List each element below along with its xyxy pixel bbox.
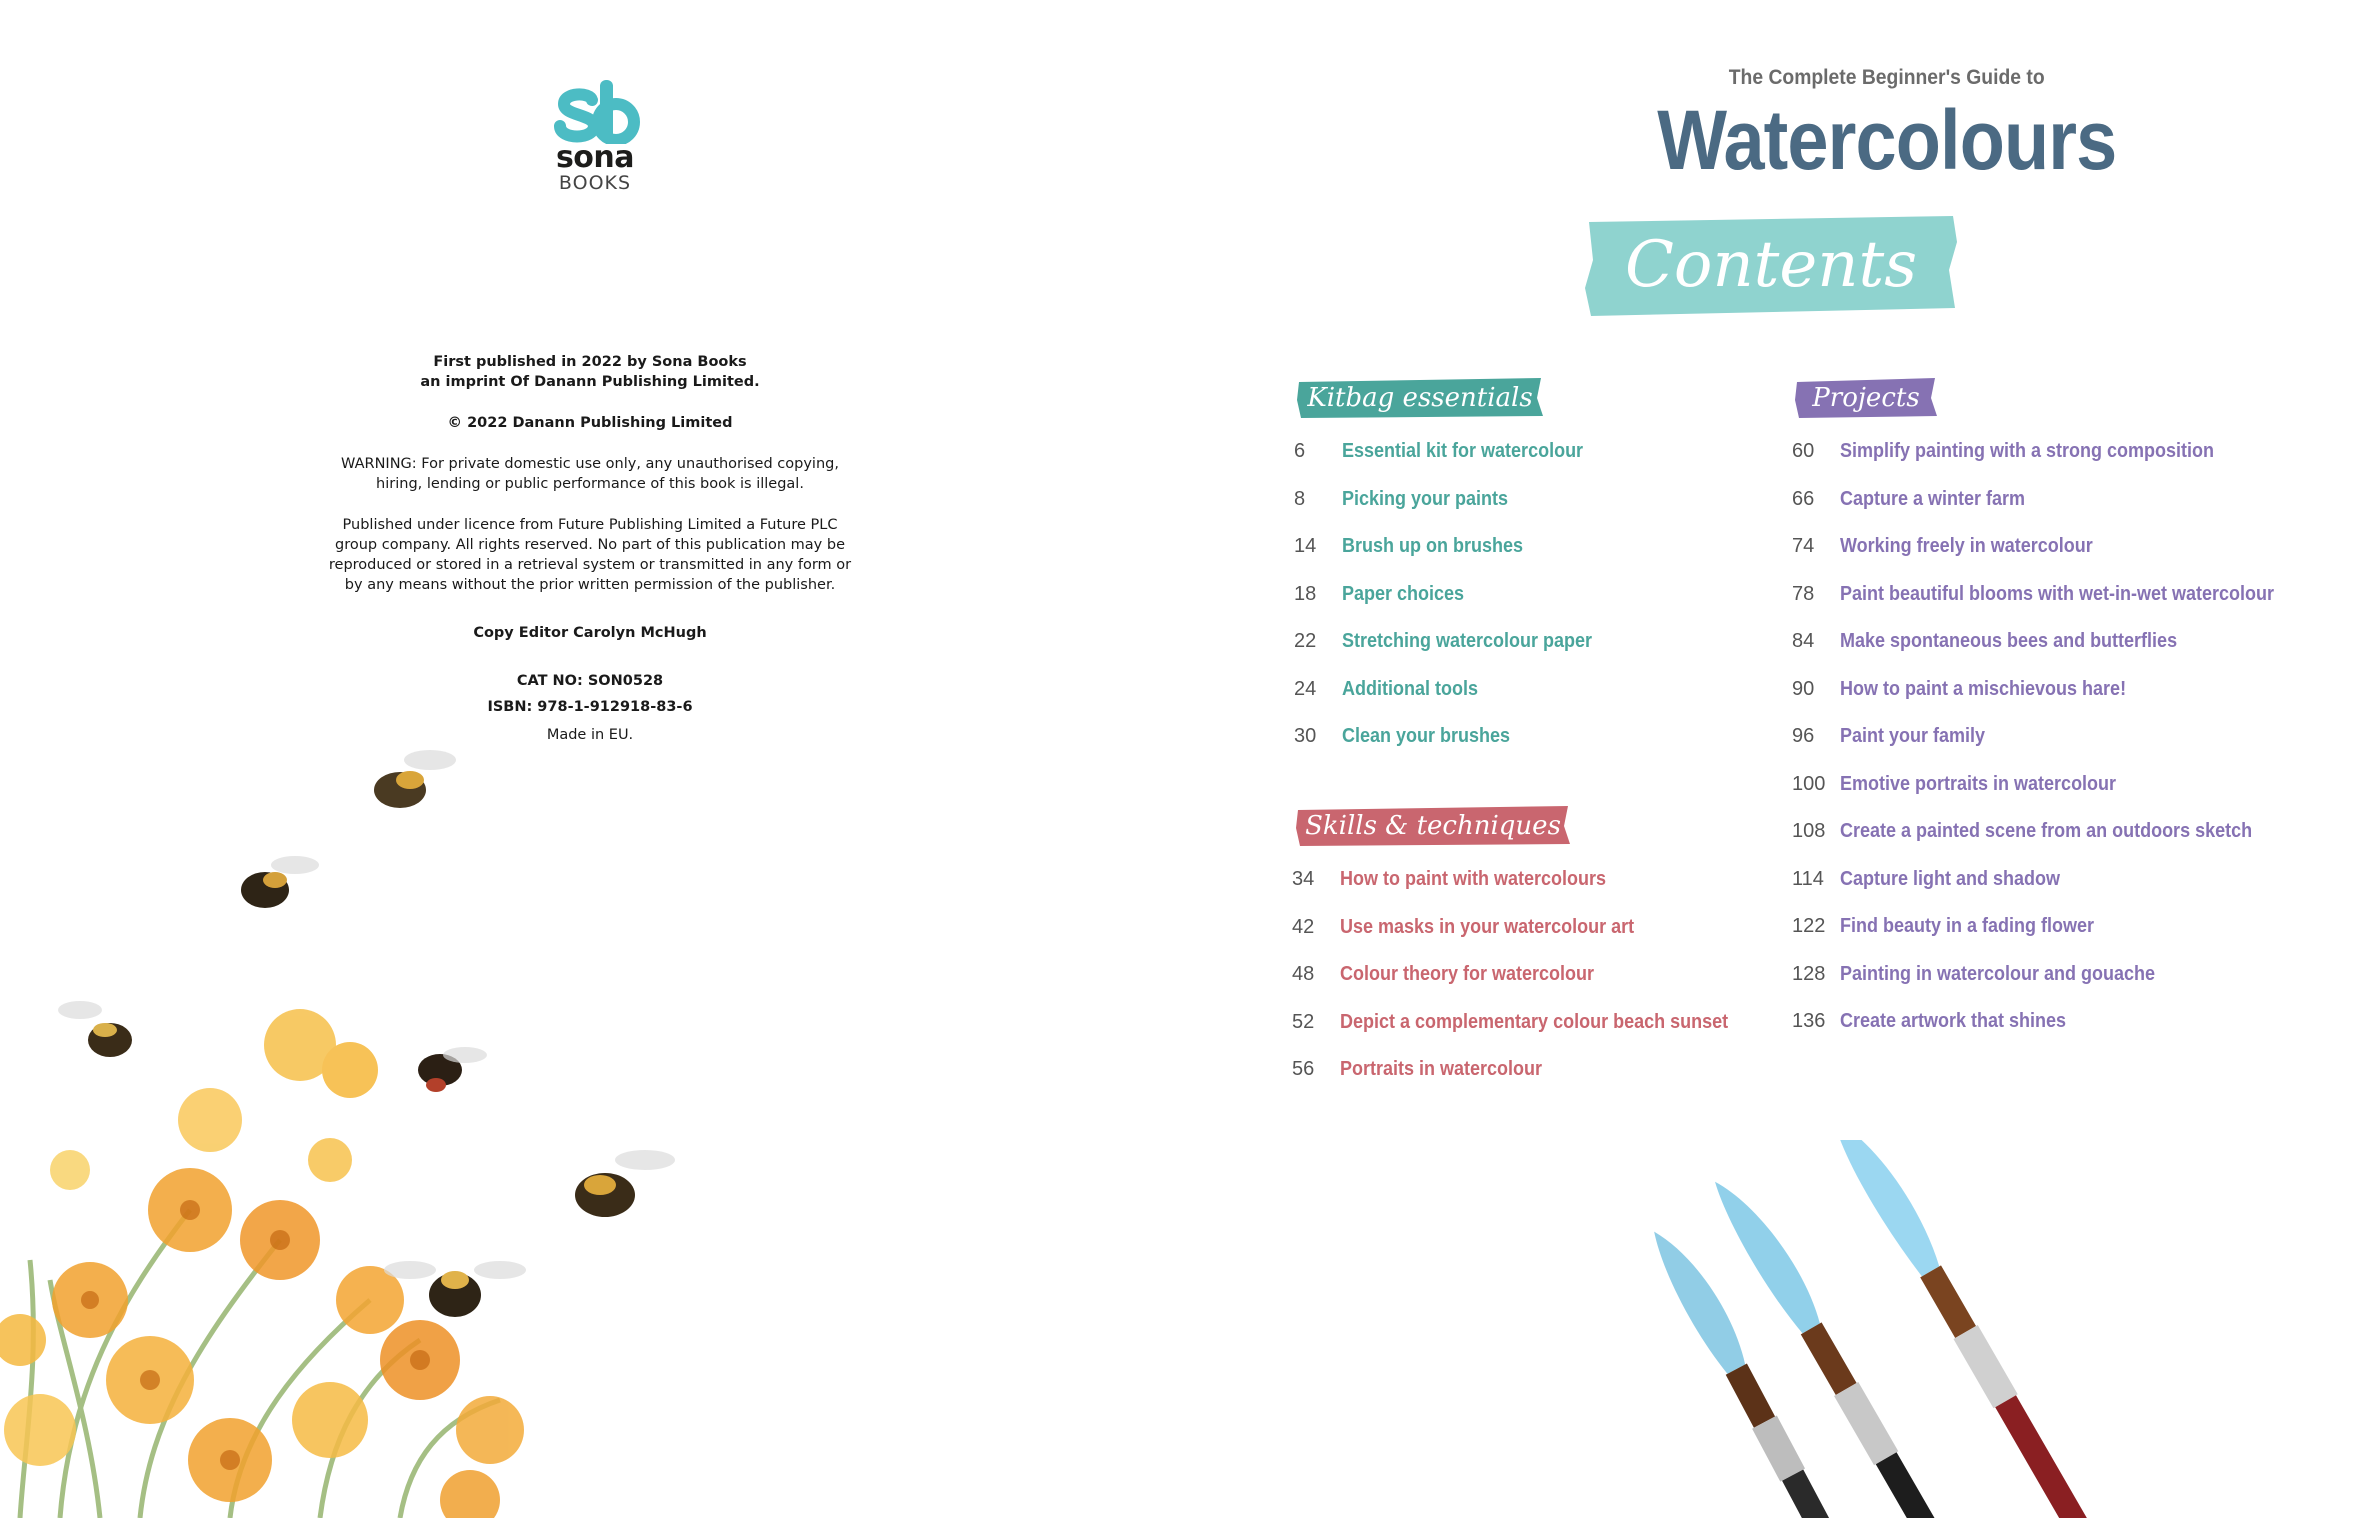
toc-entry-title: Additional tools: [1342, 677, 1478, 700]
paintbrushes-illustration: [1561, 1140, 2261, 1518]
book-title: Watercolours: [1656, 93, 2117, 187]
contents-heading: Contents: [1624, 228, 1918, 302]
toc-entry-title: How to paint a mischievous hare!: [1840, 677, 2127, 700]
toc-page-number: 96: [1792, 725, 1815, 747]
toc-entry-title: Capture light and shadow: [1840, 867, 2061, 890]
published-line: First published in 2022 by Sona Books: [433, 354, 747, 370]
warning-line: hiring, lending or public performance of this book is illegal.: [376, 476, 804, 492]
toc-page-number: 22: [1294, 630, 1317, 652]
toc-entry-title: Find beauty in a fading flower: [1840, 915, 2095, 937]
toc-entry-title: Clean your brushes: [1342, 725, 1511, 747]
toc-page-number: 48: [1292, 963, 1315, 985]
toc-page-number: 60: [1792, 440, 1815, 462]
section-label-skills: Skills & techniques: [1294, 804, 1572, 848]
toc-entry-title: Create artwork that shines: [1840, 1010, 2067, 1032]
publisher-logo: [540, 80, 650, 194]
toc-entry-title: How to paint with watercolours: [1340, 868, 1607, 890]
toc-entry-title: Make spontaneous bees and butterflies: [1840, 630, 2178, 652]
toc-entry-title: Brush up on brushes: [1342, 535, 1524, 557]
cat-no-line: CAT NO: SON0528: [516, 673, 664, 689]
toc-page-number: 74: [1792, 535, 1815, 557]
warning-line: WARNING: For private domestic use only, any unauthorised copying,: [341, 456, 839, 472]
contents-banner: [1581, 212, 1961, 320]
toc-page-number: 34: [1292, 868, 1315, 890]
toc-page-number: 66: [1792, 487, 1815, 510]
made-in-line: Made in EU.: [546, 727, 634, 743]
toc-entry-title: Working freely in watercolour: [1840, 535, 2093, 557]
toc-page-number: 56: [1292, 1058, 1315, 1080]
toc-page-number: 6: [1294, 440, 1306, 462]
toc-page-number: 84: [1792, 630, 1815, 652]
toc-entry-title: Paper choices: [1342, 582, 1465, 605]
toc-entry-title: Emotive portraits in watercolour: [1840, 772, 2117, 795]
toc-page-number: 24: [1294, 677, 1317, 700]
isbn-line: ISBN: 978-1-912918-83-6: [487, 699, 693, 715]
section-label-projects: Projects: [1793, 376, 1939, 420]
toc-entry-title: Picking your paints: [1342, 487, 1509, 510]
toc-entry-title: Essential kit for watercolour: [1342, 440, 1584, 462]
toc-page-number: 122: [1792, 915, 1826, 937]
toc-page-number: 14: [1294, 535, 1317, 557]
toc-entry-title: Use masks in your watercolour art: [1340, 915, 1635, 938]
copyright-line: © 2022 Danann Publishing Limited: [447, 415, 733, 431]
sona-books-logo-icon: [550, 80, 640, 144]
left-page: [0, 0, 1181, 1518]
toc-page-number: 136: [1792, 1010, 1826, 1032]
toc-page-number: 128: [1792, 962, 1826, 985]
toc-page-number: 52: [1292, 1010, 1315, 1033]
toc-entry-title: Colour theory for watercolour: [1340, 963, 1595, 985]
toc-entry-title: Paint beautiful blooms with wet-in-wet watercolour: [1840, 582, 2275, 605]
toc-page-number: 108: [1792, 820, 1826, 842]
toc-page-number: 114: [1792, 867, 1824, 890]
toc-page-number: 78: [1792, 582, 1815, 605]
licence-line: Published under licence from Future Publishing Limited a Future PLC: [342, 517, 838, 533]
toc-entry-title: Painting in watercolour and gouache: [1840, 962, 2156, 985]
toc-entry-title: Depict a complementary colour beach sunset: [1340, 1010, 1729, 1033]
toc-page-number: 90: [1792, 677, 1815, 700]
right-page: [1181, 0, 2362, 1518]
toc-page-number: 18: [1294, 582, 1317, 605]
licence-line: group company. All rights reserved. No part of this publication may be: [335, 537, 845, 553]
toc-entry-title: Simplify painting with a strong composition: [1840, 440, 2215, 462]
logo-subtitle: BOOKS: [558, 172, 632, 194]
toc-entry-title: Paint your family: [1840, 725, 1986, 747]
licence-line: by any means without the prior written permission of the publisher.: [344, 577, 836, 593]
toc-entry-title: Portraits in watercolour: [1340, 1058, 1543, 1080]
toc-entry-title: Capture a winter farm: [1840, 487, 2026, 510]
toc-page-number: 8: [1294, 487, 1306, 510]
section-label-kitbag: Kitbag essentials: [1295, 376, 1545, 420]
book-kicker: The Complete Beginner's Guide to: [1728, 66, 2045, 89]
licence-line: reproduced or stored in a retrieval system or transmitted in any form or: [328, 557, 852, 573]
toc-entry-title: Create a painted scene from an outdoors sketch: [1840, 820, 2253, 842]
watercolour-flowers-and-bees-illustration: [0, 740, 880, 1518]
toc-page-number: 42: [1292, 915, 1315, 938]
copy-editor-line: Copy Editor Carolyn McHugh: [473, 625, 707, 641]
imprint-line: an imprint Of Danann Publishing Limited.: [420, 374, 760, 390]
toc-page-number: 100: [1792, 772, 1826, 795]
toc-entry-title: Stretching watercolour paper: [1342, 630, 1593, 652]
imprint-block: [310, 352, 870, 745]
logo-wordmark: sona: [555, 140, 635, 175]
toc-page-number: 30: [1294, 725, 1317, 747]
